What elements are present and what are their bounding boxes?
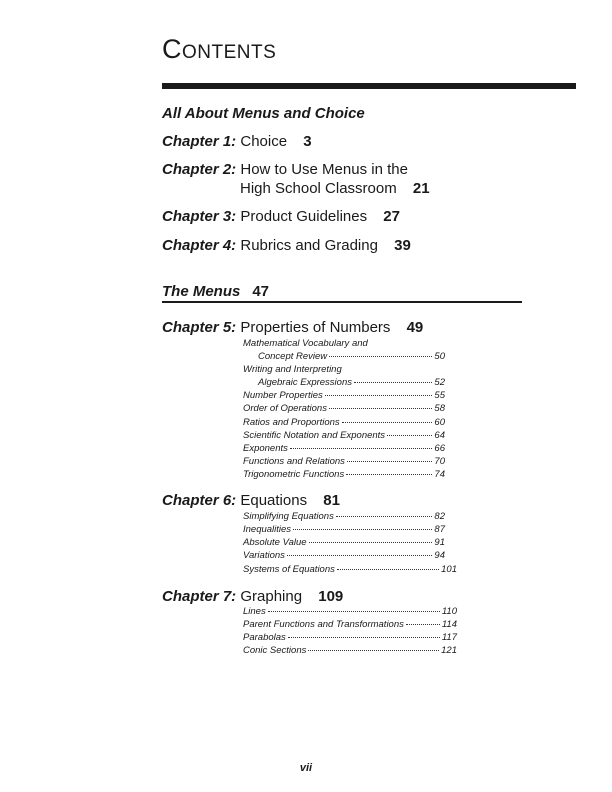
chapter-title: Properties of Numbers — [240, 319, 391, 336]
chapter-title: Choice — [240, 133, 288, 150]
dot-leader — [293, 529, 432, 530]
toc-chapter-1 — [162, 133, 312, 150]
section-heading-the-menus — [162, 283, 269, 300]
toc-entry-title: Ratios and Proportions — [243, 417, 340, 428]
section-heading-all-about-menus: All About Menus and Choice — [162, 105, 365, 122]
toc-entry-page: 121 — [441, 645, 457, 656]
chapter-title: Rubrics and Grading — [240, 237, 378, 254]
toc-chapter-5 — [162, 319, 423, 336]
toc-chapter-2 — [162, 161, 408, 178]
toc-chapter-7 — [162, 588, 343, 605]
toc-entry — [243, 469, 445, 482]
toc-entry-page: 117 — [441, 632, 457, 643]
chapter-title: Graphing — [240, 588, 303, 605]
toc-entry-page: 70 — [434, 456, 445, 467]
title-rule — [162, 83, 576, 89]
toc-entry — [243, 403, 445, 416]
chapter-title: Equations — [240, 492, 308, 509]
page-number: vii — [299, 762, 313, 774]
toc-entry-title: Functions and Relations — [243, 456, 345, 467]
toc-entry-page: 52 — [434, 377, 445, 388]
dot-leader — [406, 624, 440, 625]
toc-entry-page: 87 — [434, 524, 445, 535]
chapter-page: 39 — [394, 237, 411, 254]
dot-leader — [347, 461, 433, 462]
chapter-page: 81 — [323, 492, 340, 509]
toc-chapter-2-continued — [240, 180, 430, 197]
chapter-label: Chapter 3: — [162, 208, 237, 225]
dot-leader — [287, 555, 433, 556]
dot-leader — [308, 650, 439, 651]
toc-chapter-6 — [162, 492, 340, 509]
dot-leader — [268, 611, 440, 612]
dot-leader — [325, 395, 433, 396]
chapter-label: Chapter 2: — [162, 161, 237, 178]
chapter-page: 109 — [318, 588, 344, 605]
page-title: Contents — [162, 34, 277, 64]
dot-leader — [337, 569, 439, 570]
toc-entry-page: 110 — [441, 606, 457, 617]
toc-chapter-3 — [162, 208, 400, 225]
section-title: The Menus — [162, 283, 241, 300]
toc-entry — [243, 632, 457, 645]
toc-entry-title: Absolute Value — [243, 537, 307, 548]
toc-entry-title: Parabolas — [243, 632, 286, 643]
dot-leader — [329, 408, 432, 409]
toc-entry-title: Trigonometric Functions — [243, 469, 345, 480]
chapter-page: 3 — [303, 133, 312, 150]
chapter-label: Chapter 7: — [162, 588, 237, 605]
toc-entry — [243, 511, 445, 524]
toc-entry-line1: Mathematical Vocabulary and — [243, 338, 368, 349]
dot-leader — [387, 435, 432, 436]
toc-entry — [243, 550, 445, 563]
toc-entry-page: 60 — [434, 417, 445, 428]
dot-leader — [336, 516, 433, 517]
toc-entry-title: Scientific Notation and Exponents — [243, 430, 386, 441]
toc-entry — [243, 606, 457, 619]
chapter-label: Chapter 1: — [162, 133, 237, 150]
toc-entry — [243, 417, 445, 430]
chapter-page: 49 — [406, 319, 424, 336]
toc-entry-page: 82 — [434, 511, 445, 522]
toc-entry-title: Inequalities — [243, 524, 292, 535]
chapter-title: Product Guidelines — [240, 208, 368, 225]
toc-entry — [243, 645, 457, 658]
toc-entry-title: Concept Review — [258, 351, 328, 362]
toc-entry — [243, 443, 445, 456]
toc-entry-title: Variations — [243, 550, 285, 561]
toc-entry — [243, 537, 445, 550]
toc-entry — [258, 351, 445, 364]
toc-entry-page: 55 — [434, 390, 445, 401]
chapter-page: 21 — [412, 180, 430, 197]
toc-entry-page: 94 — [434, 550, 445, 561]
toc-entry-page: 50 — [434, 351, 445, 362]
dot-leader — [342, 422, 433, 423]
toc-entry — [243, 456, 445, 469]
toc-entry-title: Systems of Equations — [243, 564, 335, 575]
toc-entry-title: Parent Functions and Transformations — [243, 619, 404, 630]
toc-entry-title: Conic Sections — [243, 645, 307, 656]
section-page: 47 — [252, 283, 270, 300]
chapter-title: How to Use Menus in the — [240, 161, 408, 178]
toc-entry-title: Simplifying Equations — [243, 511, 334, 522]
chapter-page: 27 — [383, 208, 400, 225]
toc-entry-title: Exponents — [243, 443, 288, 454]
toc-entry — [243, 619, 457, 632]
dot-leader — [288, 637, 440, 638]
toc-entry-title: Number Properties — [243, 390, 323, 401]
toc-entry-page: 66 — [434, 443, 445, 454]
toc-entry — [243, 430, 445, 443]
dot-leader — [329, 356, 432, 357]
toc-entry-page: 74 — [434, 469, 445, 480]
dot-leader — [346, 474, 432, 475]
toc-entry-line1: Writing and Interpreting — [243, 364, 342, 375]
toc-entry — [243, 524, 445, 537]
toc-entry-page: 58 — [434, 403, 445, 414]
dot-leader — [309, 542, 433, 543]
toc-chapter-4 — [162, 237, 411, 254]
toc-entry — [258, 377, 445, 390]
toc-entry-title: Algebraic Expressions — [258, 377, 352, 388]
chapter-title-continued: High School Classroom — [240, 180, 397, 197]
toc-entry-page: 91 — [434, 537, 445, 548]
chapter-label: Chapter 6: — [162, 492, 237, 509]
toc-entry-page: 114 — [441, 619, 457, 630]
toc-entry — [243, 390, 445, 403]
toc-entry-page: 101 — [441, 564, 457, 575]
toc-entry-title: Lines — [243, 606, 266, 617]
dot-leader — [290, 448, 433, 449]
chapter-label: Chapter 4: — [162, 237, 237, 254]
toc-entry-title: Order of Operations — [243, 403, 327, 414]
dot-leader — [354, 382, 432, 383]
section-rule — [162, 301, 522, 303]
toc-entry — [243, 564, 457, 577]
toc-entry-page: 64 — [434, 430, 445, 441]
chapter-label: Chapter 5: — [162, 319, 237, 336]
